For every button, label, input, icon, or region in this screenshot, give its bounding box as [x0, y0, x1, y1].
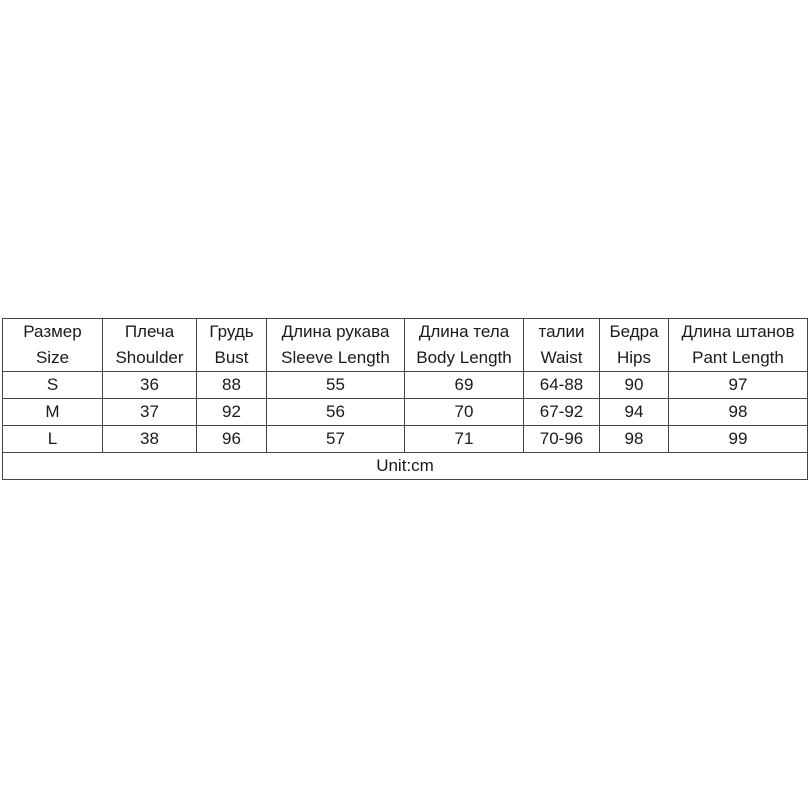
- size-chart-table: [2, 318, 808, 480]
- header-size-en: Size: [35, 348, 70, 367]
- cell-sleeve-length: 55: [267, 372, 405, 399]
- unit-label: Unit:cm: [3, 453, 808, 480]
- cell-bust: 92: [197, 399, 267, 426]
- cell-body-length: 70: [405, 399, 524, 426]
- cell-pant-length: 98: [669, 399, 808, 426]
- table-row: [3, 399, 808, 426]
- header-bust-ru: Грудь: [209, 322, 254, 341]
- table-row: [3, 372, 808, 399]
- unit-row: [3, 453, 808, 480]
- header-hips-ru: Бедра: [609, 322, 659, 341]
- header-waist-en: Waist: [540, 348, 583, 367]
- header-shoulder: [103, 319, 197, 372]
- cell-size: L: [3, 426, 103, 453]
- cell-waist: 70-96: [524, 426, 600, 453]
- header-bust: [197, 319, 267, 372]
- header-bust-en: Bust: [214, 348, 249, 367]
- cell-hips: 90: [600, 372, 669, 399]
- cell-hips: 98: [600, 426, 669, 453]
- cell-bust: 96: [197, 426, 267, 453]
- header-sleeve-length: [267, 319, 405, 372]
- header-waist: [524, 319, 600, 372]
- header-body-length-en: Body Length: [416, 348, 512, 367]
- cell-sleeve-length: 57: [267, 426, 405, 453]
- cell-shoulder: 37: [103, 399, 197, 426]
- cell-sleeve-length: 56: [267, 399, 405, 426]
- header-body-length: [405, 319, 524, 372]
- header-size-ru: Размер: [23, 322, 82, 341]
- header-shoulder-en: Shoulder: [115, 348, 184, 367]
- header-hips-en: Hips: [616, 348, 651, 367]
- header-size: [3, 319, 103, 372]
- cell-hips: 94: [600, 399, 669, 426]
- header-waist-ru: талии: [538, 322, 585, 341]
- cell-size: S: [3, 372, 103, 399]
- cell-shoulder: 38: [103, 426, 197, 453]
- cell-size: M: [3, 399, 103, 426]
- header-shoulder-ru: Плеча: [124, 322, 175, 341]
- header-sleeve-length-en: Sleeve Length: [281, 348, 390, 367]
- cell-waist: 67-92: [524, 399, 600, 426]
- cell-body-length: 69: [405, 372, 524, 399]
- header-row: [3, 319, 808, 372]
- cell-bust: 88: [197, 372, 267, 399]
- header-pant-length-ru: Длина штанов: [681, 322, 795, 341]
- header-body-length-ru: Длина тела: [418, 322, 510, 341]
- cell-shoulder: 36: [103, 372, 197, 399]
- cell-waist: 64-88: [524, 372, 600, 399]
- cell-pant-length: 97: [669, 372, 808, 399]
- header-sleeve-length-ru: Длина рукава: [281, 322, 390, 341]
- cell-body-length: 71: [405, 426, 524, 453]
- header-hips: [600, 319, 669, 372]
- cell-pant-length: 99: [669, 426, 808, 453]
- header-pant-length: [669, 319, 808, 372]
- header-pant-length-en: Pant Length: [692, 348, 784, 367]
- table-row: [3, 426, 808, 453]
